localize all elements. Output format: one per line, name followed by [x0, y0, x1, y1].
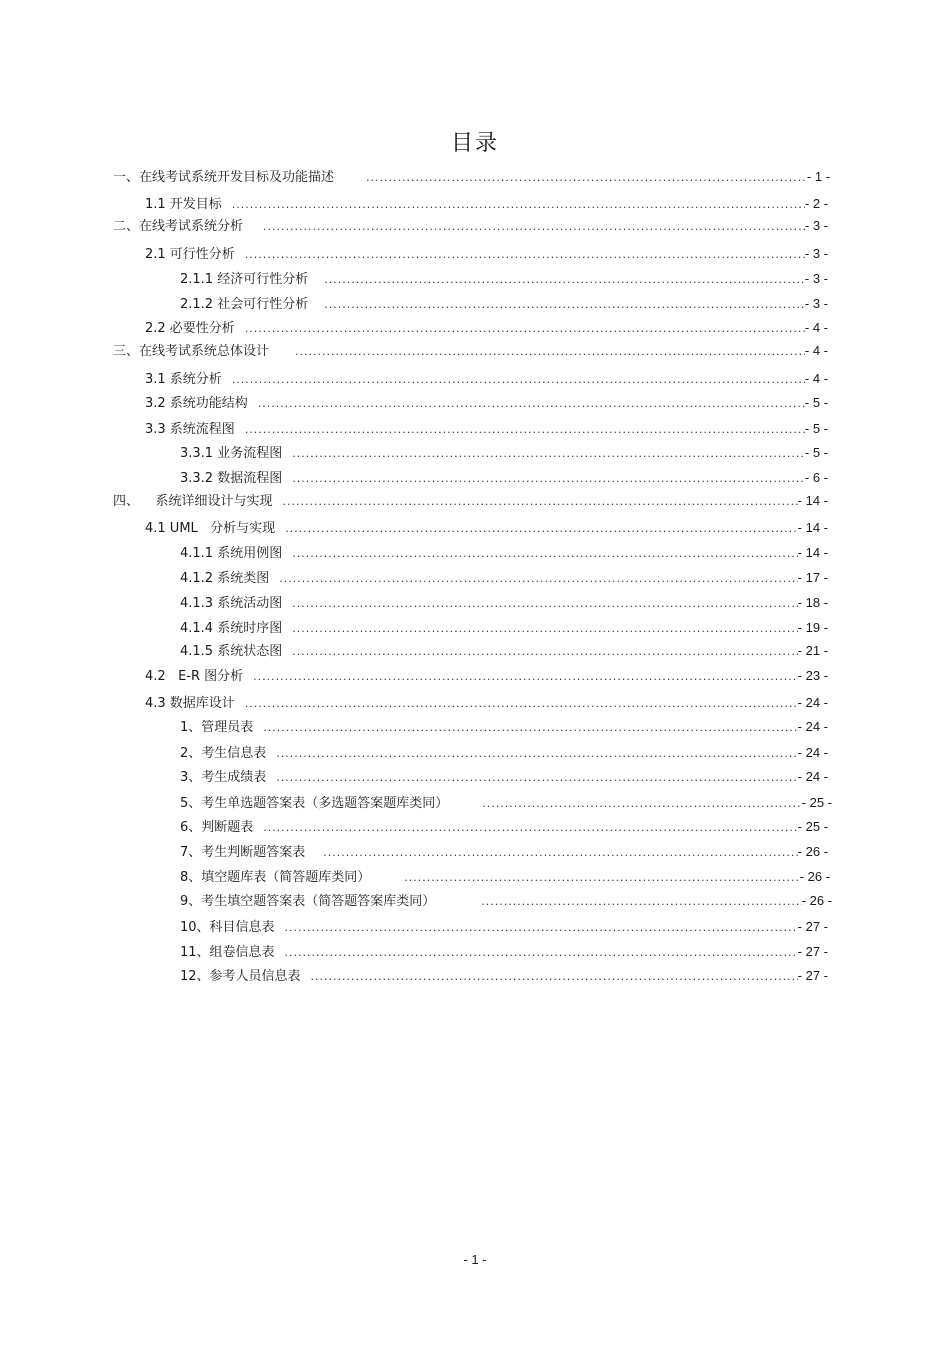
toc-entry-label: 三、在线考试系统总体设计 — [113, 344, 270, 359]
toc-entry-label: 10、科目信息表 — [180, 920, 275, 935]
toc-entry[interactable] — [180, 716, 828, 738]
toc-entry-label: 4.1 UML 分析与实现 — [145, 521, 276, 536]
toc-entry-page: - 2 - — [804, 196, 828, 211]
toc-entry-label: 3、考生成绩表 — [180, 770, 267, 785]
toc-entry-label: 3.2 系统功能结构 — [145, 396, 248, 411]
toc-entry-page: - 4 - — [804, 343, 828, 358]
toc-entry-label: 二、在线考试系统分析 — [113, 219, 244, 234]
toc-entry-page: - 3 - — [804, 218, 828, 233]
toc-entry-label: 3.3 系统流程图 — [145, 422, 235, 437]
toc-leader — [263, 717, 797, 739]
toc-entry[interactable] — [180, 965, 828, 987]
toc-entry-page: - 4 - — [804, 320, 828, 335]
toc-leader — [258, 393, 805, 415]
toc-entry[interactable] — [180, 293, 828, 315]
toc-entry-label: 8、填空题库表（简答题库类同） — [180, 870, 371, 885]
toc-entry-label: 2.1.1 经济可行性分析 — [180, 272, 309, 287]
toc-entry-label: 4.1.4 系统时序图 — [180, 621, 283, 636]
toc-entry-page: - 5 - — [804, 395, 828, 410]
toc-entry[interactable] — [180, 442, 828, 464]
toc-entry[interactable] — [180, 467, 828, 489]
toc-entry-page: - 23 - — [797, 668, 828, 683]
toc-entry-page: - 14 - — [797, 493, 828, 508]
toc-leader — [292, 543, 797, 565]
toc-leader — [253, 666, 798, 688]
toc-leader — [263, 817, 797, 839]
toc-entry-page: - 18 - — [797, 595, 828, 610]
toc-entry-page: - 27 - — [797, 944, 828, 959]
toc-entry[interactable] — [113, 215, 828, 237]
toc-leader — [292, 618, 797, 640]
toc-entry[interactable] — [145, 665, 828, 687]
toc-entry-label: 3.3.2 数据流程图 — [180, 471, 283, 486]
toc-entry-page: - 24 - — [797, 695, 828, 710]
toc-entry-label: 2.1.2 社会可行性分析 — [180, 297, 309, 312]
toc-entry-label: 3.3.1 业务流程图 — [180, 446, 283, 461]
toc-entry[interactable] — [180, 841, 828, 863]
toc-entry-page: - 14 - — [797, 520, 828, 535]
toc-entry-label: 四、 系统详细设计与实现 — [113, 494, 273, 509]
toc-leader — [324, 269, 805, 291]
toc-entry-label: 12、参考人员信息表 — [180, 969, 301, 984]
toc-entry[interactable] — [145, 243, 828, 265]
toc-entry-page: - 24 - — [797, 719, 828, 734]
toc-entry-page: - 24 - — [797, 769, 828, 784]
toc-entry-page: - 17 - — [797, 570, 828, 585]
toc-entry-label: 4.2 E-R 图分析 — [145, 669, 244, 684]
toc-leader — [232, 194, 805, 216]
toc-leader — [245, 244, 805, 266]
toc-entry-label: 4.1.5 系统状态图 — [180, 644, 283, 659]
toc-entry-page: - 3 - — [804, 246, 828, 261]
toc-entry[interactable] — [180, 742, 828, 764]
toc-entry[interactable] — [180, 542, 828, 564]
toc-leader — [324, 294, 805, 316]
toc-leader — [276, 767, 797, 789]
toc-entry[interactable] — [145, 517, 828, 539]
toc-entry-page: - 5 - — [804, 421, 828, 436]
toc-entry[interactable] — [180, 640, 828, 662]
toc-leader — [292, 593, 797, 615]
toc-entry-page: - 14 - — [797, 545, 828, 560]
toc-leader — [285, 917, 798, 939]
toc-leader — [311, 966, 798, 988]
toc-entry-page: - 19 - — [797, 620, 828, 635]
toc-entry[interactable] — [180, 816, 828, 838]
toc-entry[interactable] — [180, 268, 828, 290]
toc-entry-page: - 6 - — [804, 470, 828, 485]
toc-leader — [292, 443, 805, 465]
toc-entry-page: - 3 - — [804, 271, 828, 286]
toc-leader — [285, 942, 798, 964]
toc-leader — [245, 419, 805, 441]
toc-entry[interactable] — [180, 766, 828, 788]
toc-entry-label: 2.2 必要性分析 — [145, 321, 235, 336]
toc-entry-label: 4.1.2 系统类图 — [180, 571, 270, 586]
toc-entry-label: 3.1 系统分析 — [145, 372, 222, 387]
toc-leader — [482, 793, 801, 815]
toc-leader — [279, 568, 797, 590]
toc-entry-page: - 24 - — [797, 745, 828, 760]
toc-leader — [232, 369, 805, 391]
toc-entry[interactable] — [180, 592, 828, 614]
toc-entry-label: 2、考生信息表 — [180, 746, 267, 761]
toc-entry[interactable] — [113, 166, 830, 188]
toc-entry-page: - 5 - — [804, 445, 828, 460]
toc-leader — [285, 518, 797, 540]
toc-entry-page: - 27 - — [797, 968, 828, 983]
toc-leader — [263, 216, 805, 238]
toc-leader — [292, 468, 805, 490]
toc-entry-page: - 1 - — [806, 169, 830, 184]
toc-leader — [245, 318, 805, 340]
toc-entry[interactable] — [145, 368, 828, 390]
toc-leader — [323, 842, 797, 864]
toc-entry-label: 4.1.3 系统活动图 — [180, 596, 283, 611]
toc-entry[interactable] — [180, 617, 828, 639]
toc-entry[interactable] — [180, 941, 828, 963]
toc-entry[interactable] — [113, 490, 828, 512]
toc-leader — [245, 693, 798, 715]
toc-entry[interactable] — [145, 193, 828, 215]
toc-leader — [404, 867, 799, 889]
toc-entry-page: - 3 - — [804, 296, 828, 311]
toc-entry-label: 7、考生判断题答案表 — [180, 845, 306, 860]
toc-entry[interactable] — [180, 916, 828, 938]
toc-entry[interactable] — [145, 317, 828, 339]
toc-entry-page: - 25 - — [801, 795, 832, 810]
toc-entry-label: 4.3 数据库设计 — [145, 696, 235, 711]
toc-entry-label: 1、管理员表 — [180, 720, 254, 735]
toc-entry[interactable] — [145, 418, 828, 440]
toc-entry-label: 4.1.1 系统用例图 — [180, 546, 283, 561]
toc-entry-page: - 27 - — [797, 919, 828, 934]
toc-entry[interactable] — [145, 392, 828, 414]
toc-entry-label: 6、判断题表 — [180, 820, 254, 835]
toc-entry[interactable] — [180, 792, 832, 814]
toc-entry-label: 2.1 可行性分析 — [145, 247, 235, 262]
toc-leader — [295, 341, 805, 363]
toc-entry[interactable] — [145, 692, 828, 714]
toc-entry-page: - 26 - — [797, 844, 828, 859]
toc-entry-page: - 4 - — [804, 371, 828, 386]
toc-entry-label: 9、考生填空题答案表（简答题答案库类同） — [180, 894, 436, 909]
toc-leader — [366, 167, 807, 189]
toc-entry-label: 11、组卷信息表 — [180, 945, 275, 960]
toc-entry[interactable] — [113, 340, 828, 362]
page-title: 目录 — [450, 131, 499, 156]
toc-leader — [481, 891, 801, 913]
toc-entry-page: - 21 - — [797, 643, 828, 658]
toc-entry-label: 5、考生单选题答案表（多选题答案题库类同） — [180, 796, 449, 811]
toc-leader — [276, 743, 797, 765]
toc-leader — [292, 641, 797, 663]
toc-entry-page: - 26 - — [799, 869, 830, 884]
toc-leader — [283, 491, 798, 513]
toc-entry[interactable] — [180, 567, 828, 589]
page-number-footer: - 1 - — [463, 1252, 487, 1267]
toc-entry-label: 一、在线考试系统开发目标及功能描述 — [113, 170, 335, 185]
toc-entry-label: 1.1 开发目标 — [145, 197, 222, 212]
toc-entry[interactable] — [180, 866, 830, 888]
toc-entry[interactable] — [180, 890, 832, 912]
toc-entry-page: - 26 - — [801, 893, 832, 908]
toc-entry-page: - 25 - — [797, 819, 828, 834]
